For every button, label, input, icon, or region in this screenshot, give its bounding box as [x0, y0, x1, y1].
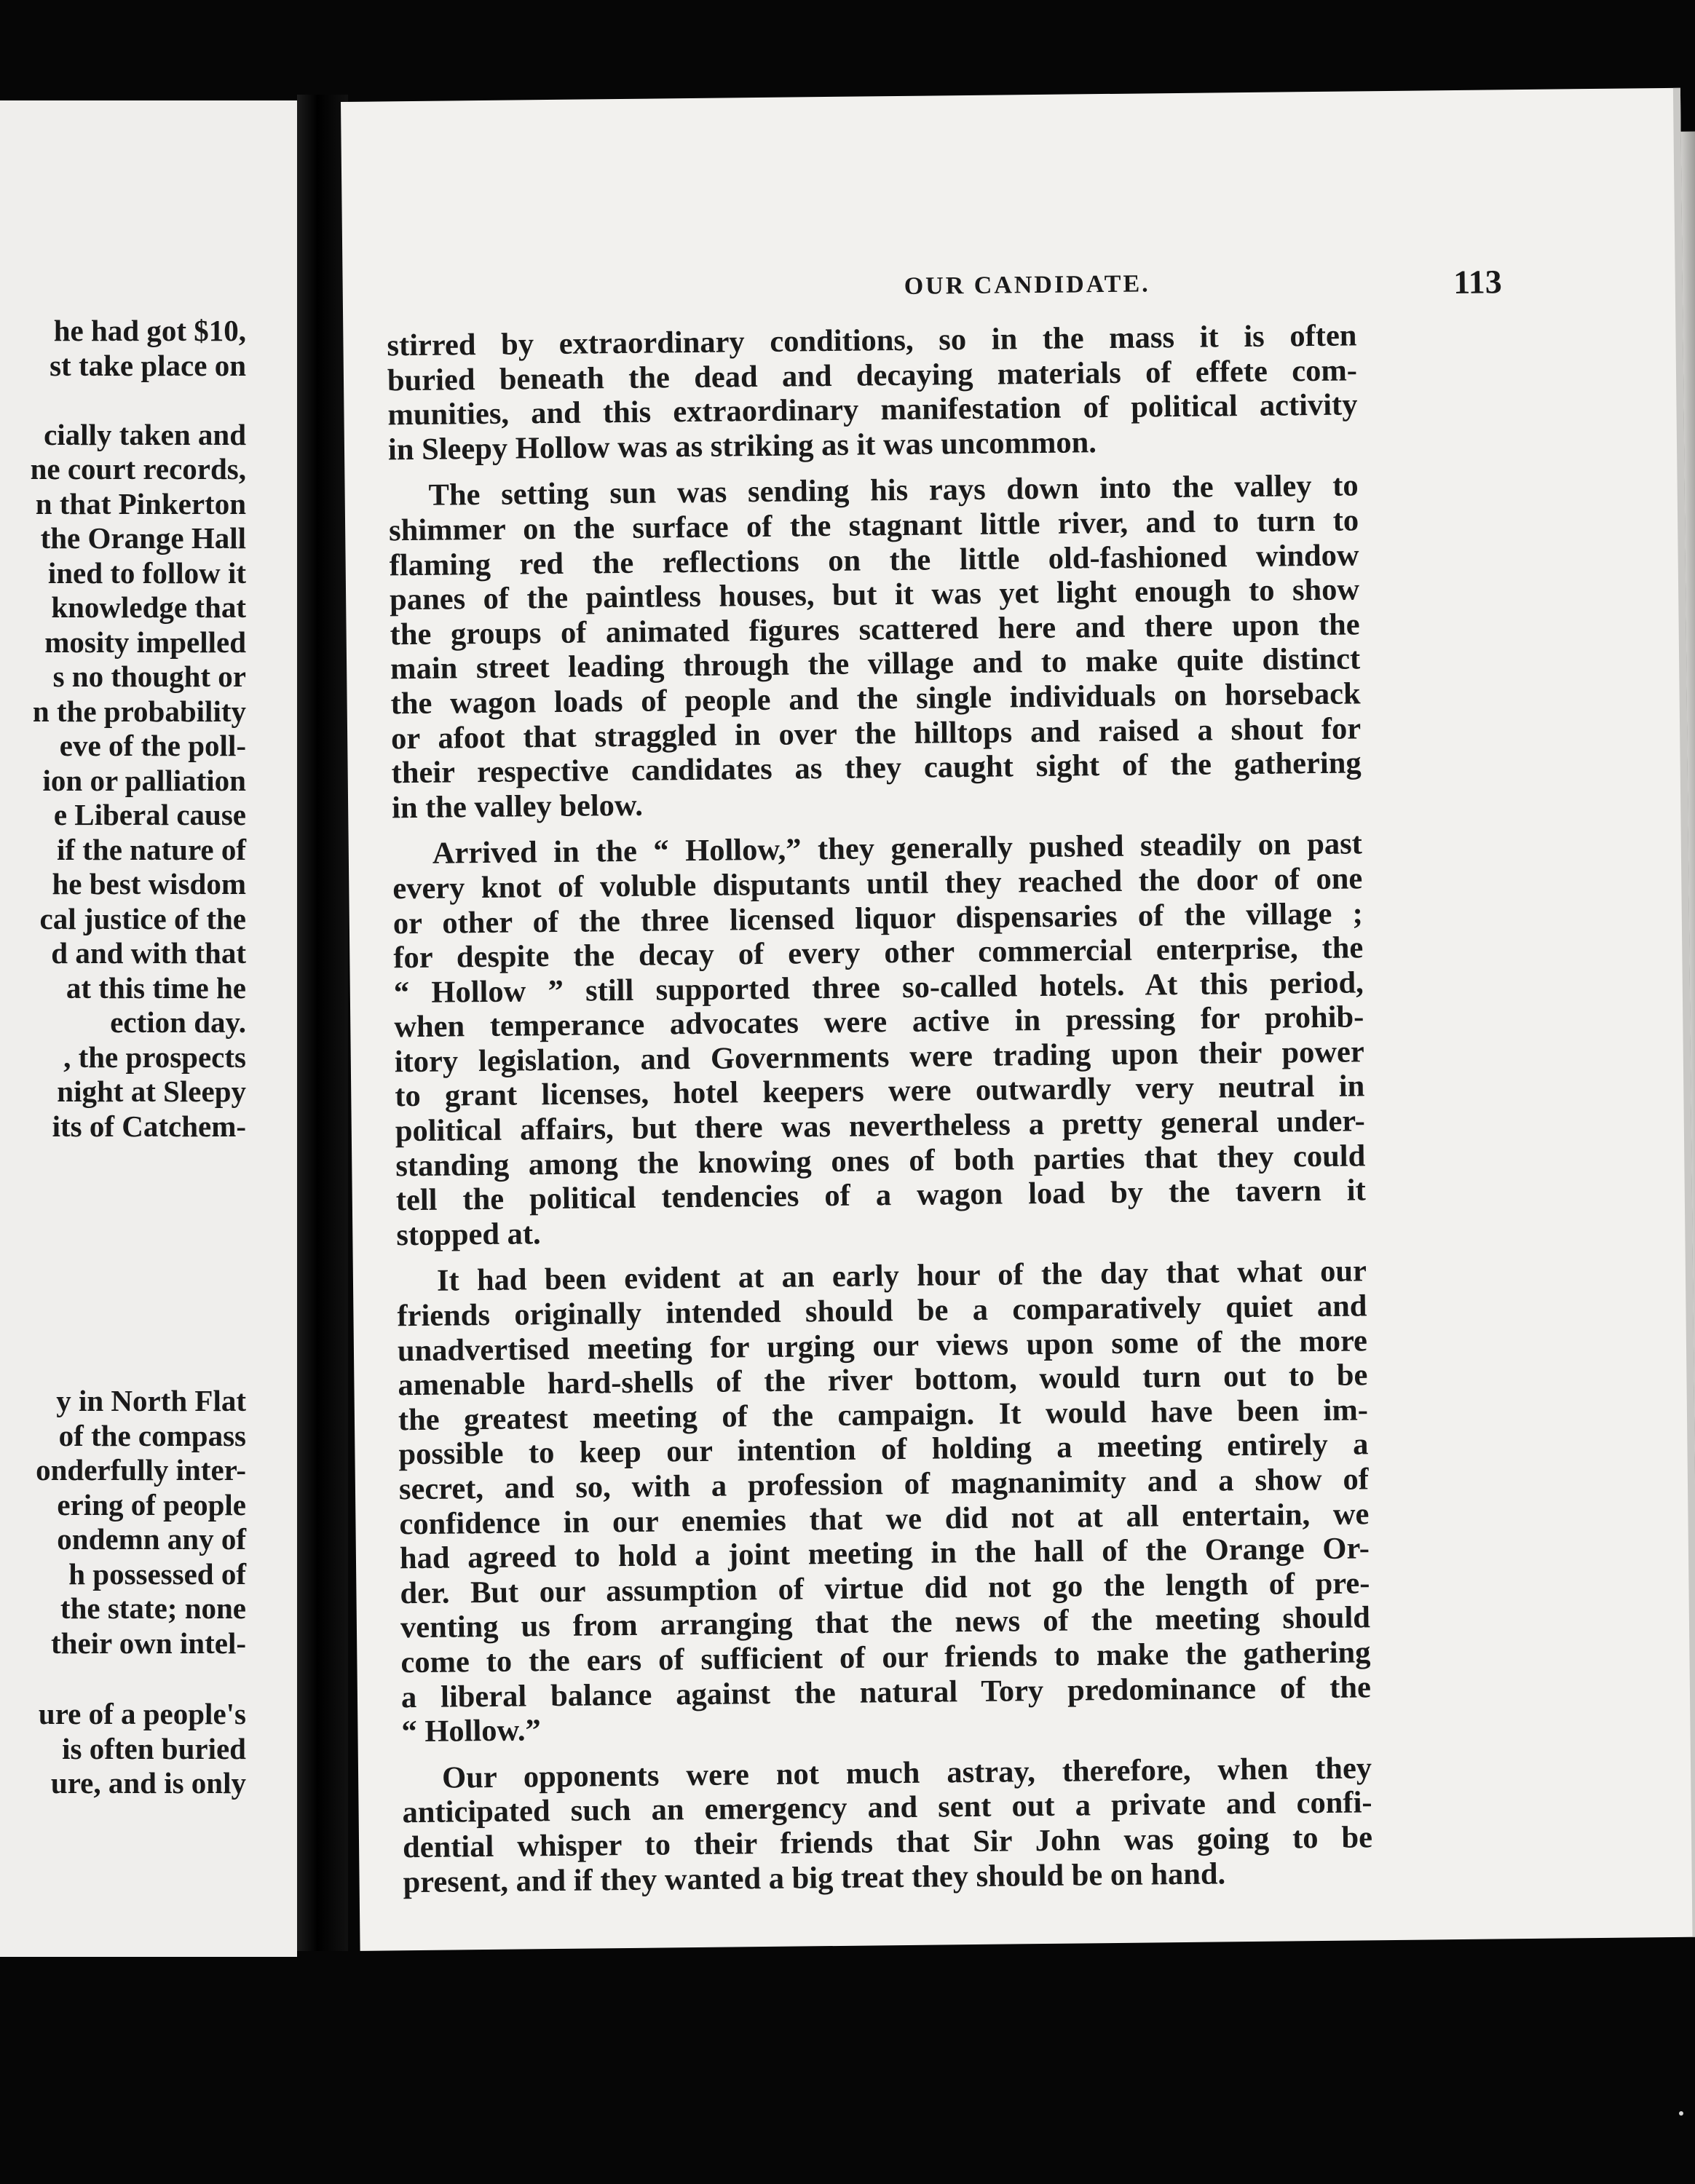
text-line: secret, and so, with a profession of magnanimity and a show of [398, 1462, 1370, 1507]
left-line: ure of a people's [38, 1697, 246, 1730]
left-line: n that Pinkerton [35, 486, 246, 521]
text-line: standing among the knowing ones of both parties that they could [395, 1139, 1366, 1183]
left-line: st take place on [50, 348, 246, 382]
left-line: ne court records, [30, 452, 246, 486]
left-page-text [0, 314, 246, 1801]
running-head [379, 265, 1675, 308]
text-line: munities, and this extraordinary manifestation of political activity [387, 387, 1358, 432]
text-line: main street leading through the village and to make quite distinct [390, 641, 1361, 687]
left-line: knowledge that [51, 590, 246, 624]
text-line: The setting sun was sending his rays down into the valley to [428, 468, 1359, 513]
book-gutter [297, 95, 348, 1951]
left-line: ure, and is only [50, 1766, 246, 1800]
left-facing-page [0, 100, 297, 1957]
left-line: eve of the poll- [59, 729, 246, 762]
left-line: ection day. [110, 1005, 246, 1039]
text-line: come to the ears of sufficient of our friends to make the gathering [400, 1635, 1371, 1680]
text-line: confidence in our enemies that we did not at all entertain, we [399, 1496, 1370, 1541]
page-edge [1681, 131, 1695, 1864]
left-line: e Liberal cause [53, 798, 246, 831]
left-line: if the nature of [56, 832, 246, 866]
paragraph [397, 1254, 1372, 1749]
text-line: the groups of animated figures scattered here and there upon the [390, 607, 1360, 652]
text-line: tell the political tendencies of a wagon load by the tavern it [395, 1173, 1366, 1218]
left-line: y in North Flat [56, 1384, 246, 1417]
left-line: the state; none [60, 1591, 246, 1625]
left-line: cially taken and [44, 417, 246, 451]
text-line: Our opponents were not much astray, therefore, when they [441, 1751, 1372, 1795]
text-line: political affairs, but there was nevertheless a pretty general under- [395, 1104, 1365, 1149]
paragraph [388, 469, 1362, 826]
text-line: possible to keep our intention of holding a meeting entirely a [398, 1427, 1369, 1472]
text-line: when temperance advocates were active in pressing for prohib- [394, 1000, 1364, 1045]
text-line: amenable hard-shells of the river bottom, would turn out to be [398, 1358, 1368, 1403]
left-line: d and with that [51, 936, 246, 970]
text-line: present, and if they wanted a big treat they should be on hand. [403, 1856, 1226, 1899]
text-line: or afoot that straggled in over the hilltops and raised a shout for [390, 711, 1362, 756]
left-line: is often buried [62, 1731, 246, 1765]
text-line: had agreed to hold a joint meeting in the hall of the Orange Or- [399, 1531, 1370, 1576]
left-line: he had got $10, [53, 314, 246, 347]
left-line: s no thought or [52, 660, 246, 693]
left-line: its of Catchem- [52, 1109, 246, 1143]
left-line: at this time he [66, 970, 246, 1005]
left-line: the Orange Hall [40, 521, 246, 555]
body-text [387, 318, 1373, 1911]
text-line: dential whisper to their friends that Sir John was going to be [402, 1820, 1373, 1865]
right-page [341, 88, 1695, 1951]
left-line: onderfully inter- [36, 1453, 246, 1487]
text-line: “ Hollow.” [401, 1713, 541, 1749]
text-line: Arrived in the “ Hollow,” they generally pushed steadily on past [432, 826, 1362, 871]
text-line: stirred by extraordinary conditions, so in the mass it is often [387, 318, 1357, 363]
text-line: the wagon loads of people and the single individuals on horseback [390, 676, 1361, 721]
left-line: ion or palliation [42, 763, 246, 797]
left-line: n the probability [32, 694, 246, 728]
text-line: flaming red the reflections on the little old-fashioned window [389, 537, 1359, 582]
text-line: a liberal balance against the natural Tory predominance of the [400, 1669, 1372, 1714]
text-line: panes of the paintless houses, but it was yet light enough to show [389, 572, 1360, 617]
left-line: of the compass [58, 1418, 246, 1452]
left-line: h possessed of [68, 1556, 246, 1591]
text-line: every knot of voluble disputants until they reached the door of one [392, 861, 1363, 906]
scan-speck [1679, 2111, 1683, 2116]
text-line: in the valley below. [391, 788, 644, 826]
left-line [0, 383, 246, 418]
left-line: cal justice of the [39, 901, 246, 935]
left-line: ondemn any of [57, 1522, 246, 1556]
running-head-title: OUR CANDIDATE. [904, 270, 1150, 300]
text-line: stopped at. [396, 1216, 541, 1253]
text-line: itory legislation, and Governments were trading upon their power [394, 1034, 1364, 1080]
left-line: their own intel- [50, 1626, 246, 1660]
text-line: for despite the decay of every other commercial enterprise, the [393, 930, 1364, 976]
text-line: their respective candidates as they caught sight of the gathering [391, 745, 1362, 791]
left-line: mosity impelled [44, 625, 246, 659]
text-line: or other of the three licensed liquor dispensaries of the village ; [392, 895, 1363, 941]
paragraph [402, 1751, 1373, 1899]
left-line: night at Sleepy [57, 1075, 246, 1108]
left-line: ined to follow it [47, 555, 246, 590]
text-line: to grant licenses, hotel keepers were outwardly very neutral in [395, 1069, 1365, 1114]
text-line: It had been evident at an early hour of the day that what our [436, 1254, 1367, 1299]
text-line: der. But our assumption of virtue did not go the length of pre- [400, 1566, 1370, 1611]
text-line: the greatest meeting of the campaign. It would have been im- [398, 1393, 1369, 1438]
left-line: he best wisdom [52, 867, 246, 901]
text-line: in Sleepy Hollow was as striking as it was uncommon. [387, 424, 1097, 467]
text-line: friends originally intended should be a comparatively quiet and [397, 1289, 1367, 1334]
text-line: venting us from arranging that the news of the meeting should [400, 1600, 1371, 1645]
paragraph [392, 827, 1367, 1253]
text-line: anticipated such an emergency and sent out a private and confi- [402, 1785, 1372, 1830]
text-line: unadvertised meeting for urging our views upon some of the more [397, 1323, 1368, 1368]
page-number: 113 [1453, 263, 1502, 301]
left-line: ering of people [57, 1487, 246, 1522]
text-line: buried beneath the dead and decaying materials of effete com- [387, 352, 1358, 397]
left-line: , the prospects [63, 1040, 246, 1074]
paragraph [387, 318, 1358, 467]
text-line: shimmer on the surface of the stagnant little river, and to turn to [388, 503, 1359, 548]
text-line: “ Hollow ” still supported three so-called hotels. At this period, [393, 965, 1364, 1010]
